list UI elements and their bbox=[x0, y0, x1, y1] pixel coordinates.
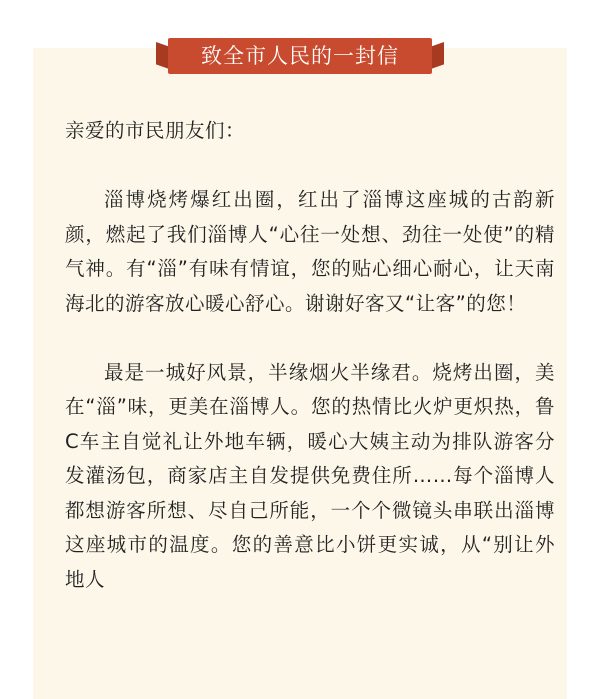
paragraph-2: 最是一城好风景，半缘烟火半缘君。烧烤出圈，美在“淄”味，更美在淄博人。您的热情比火炉更炽热，鲁C车主自觉礼让外地车辆，暖心大姨主动为排队游客分发灌汤包，商家店主自发提供免费住所……每个淄博人都想游客所想、尽自己所能，一个个微镜头串联出淄博这座城市的温度。您的善意比小饼更实诚，从“别让外地人 bbox=[65, 360, 555, 591]
letter-title: 致全市人民的一封信 bbox=[168, 38, 432, 74]
paragraph-1: 淄博烧烤爆红出圈，红出了淄博这座城的古韵新颜，燃起了我们淄博人“心往一处想、劲往一处使”的精气神。有“淄”有味有情谊，您的贴心细心耐心，让天南海北的游客放心暖心舒心。谢谢好客又“让客”的您！ bbox=[65, 188, 555, 315]
title-banner bbox=[150, 30, 450, 80]
letter-greeting: 亲爱的市民朋友们： bbox=[65, 119, 246, 142]
letter-body bbox=[65, 114, 555, 597]
